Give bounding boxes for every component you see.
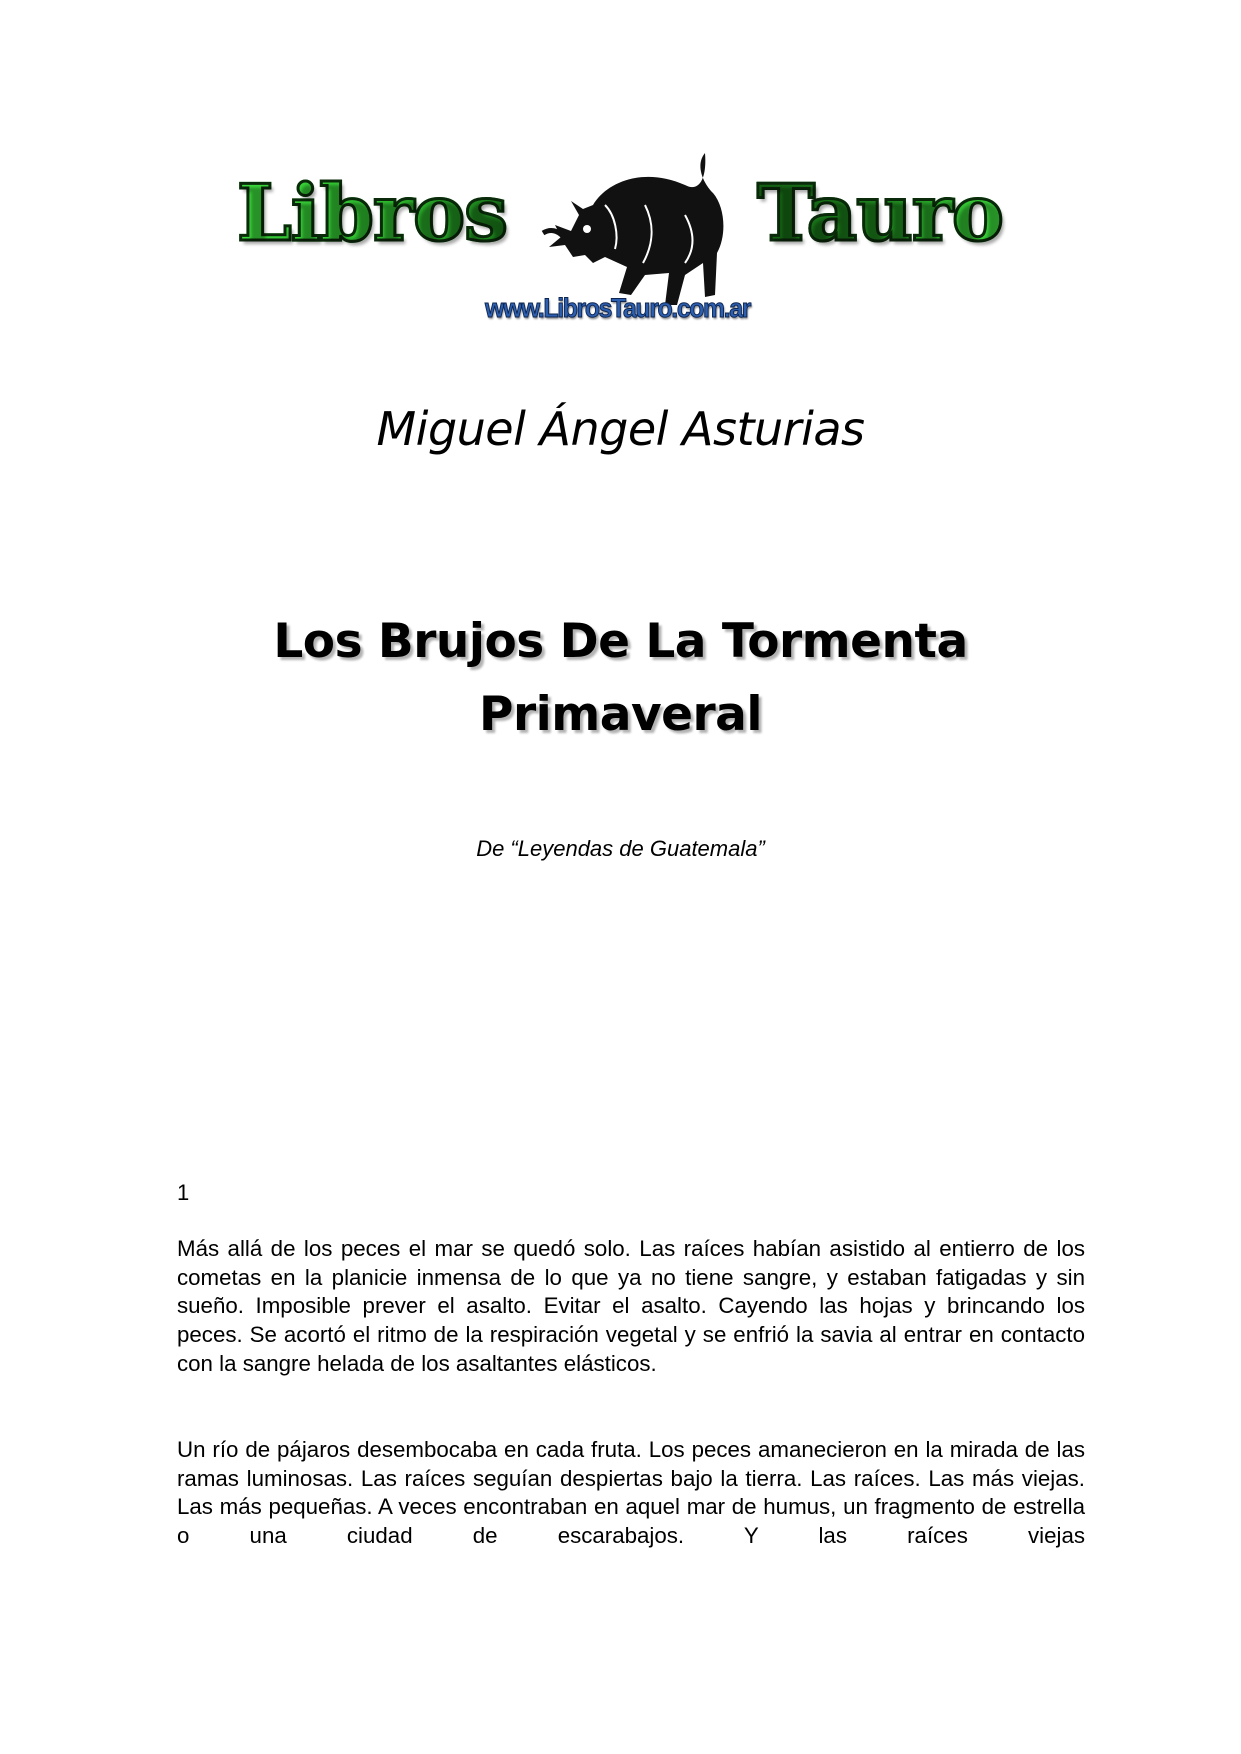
logo-word-libros: Libros (237, 168, 508, 259)
author-name: Miguel Ángel Asturias (376, 402, 865, 456)
bull-icon (535, 145, 755, 315)
source-note: De “Leyendas de Guatemala” (476, 836, 765, 861)
logo-word-tauro: Tauro (757, 168, 1003, 259)
title-line-1: Los Brujos De La Tormenta (273, 614, 968, 669)
body-paragraph-1: Más allá de los peces el mar se quedó solo. Las raíces habían asistido al entierro de los cometas en la planicie inmensa de lo que ya no tiene sangre, y estaban fatigadas y sin sueño. Imposible prever el asalto. Evitar el asalto. Cayendo las hojas y brincando los peces. Se acortó el ritmo de la respiración vegetal y se enfrió la savia al entrar en contacto con la sangre helada de los asaltantes elásticos. (177, 1236, 1085, 1376)
logo-url: www.LibrosTauro.com.ar (485, 293, 751, 323)
body-paragraph-2: Un río de pájaros desembocaba en cada fruta. Los peces amanecieron en la mirada de las ramas luminosas. Las raíces seguían despiertas bajo la tierra. Las raíces. Las más viejas. Las más pequeñas. A veces encontraban en aquel mar de humus, un fragmento de estrella o una ciudad de escarabajos. Y las raíces viejas (177, 1437, 1085, 1549)
book-title (0, 605, 1241, 751)
title-line-2: Primaveral (479, 687, 762, 742)
section-number: 1 (177, 1180, 190, 1205)
libros-tauro-logo (235, 145, 1025, 330)
